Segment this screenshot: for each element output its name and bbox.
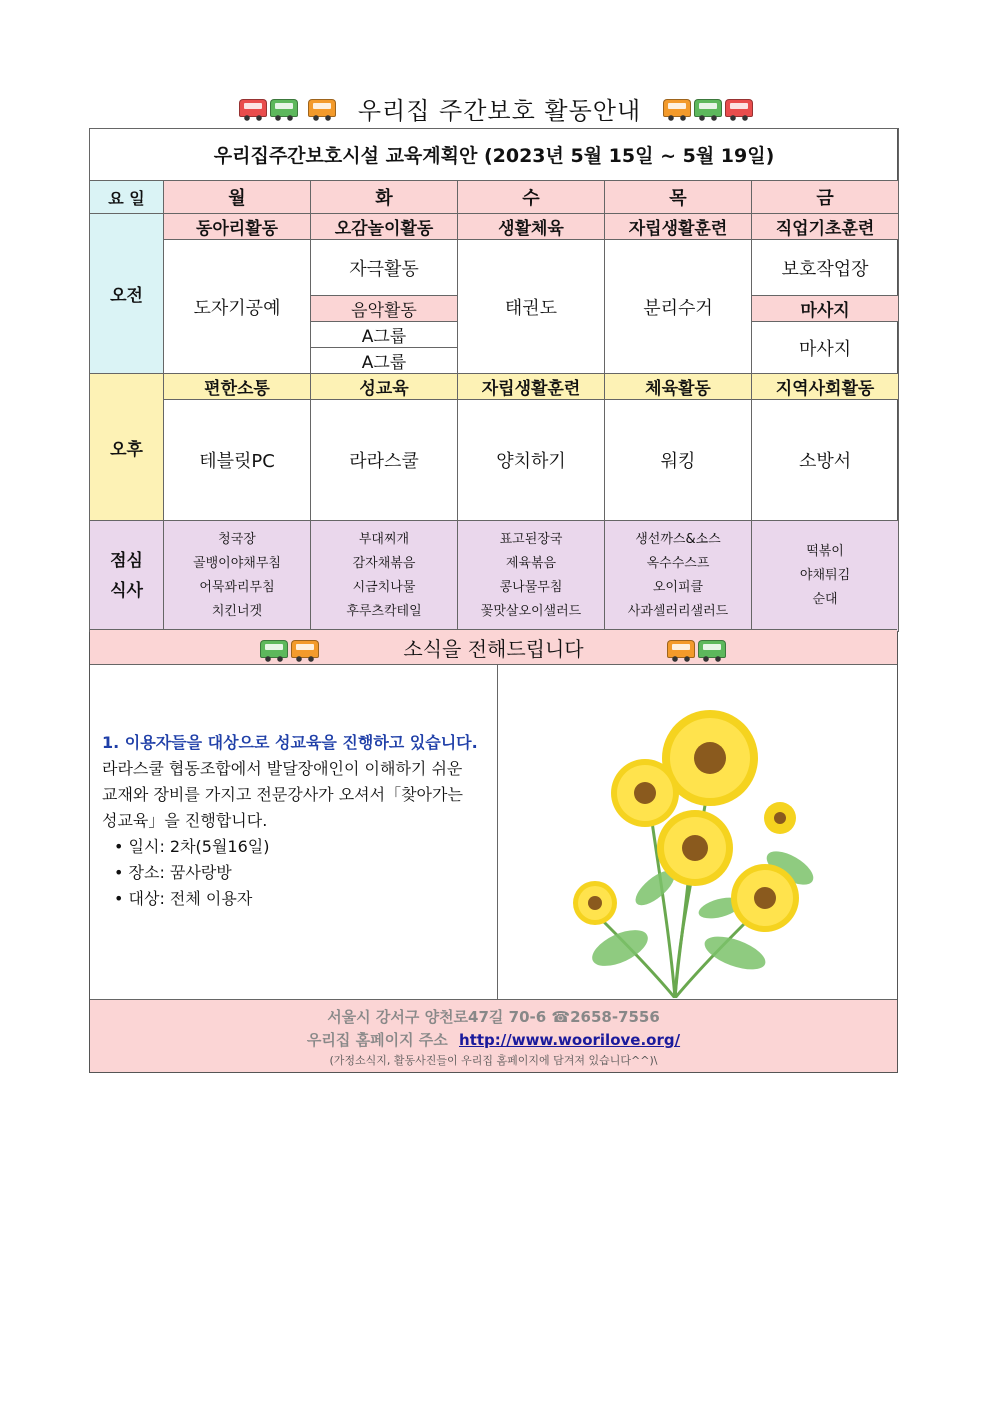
train-icon — [663, 99, 753, 117]
sunflower-3 — [657, 810, 733, 886]
lunch-menu-fri — [752, 521, 899, 632]
pm-activity-wed: 자립생활훈련 — [458, 374, 605, 400]
am-activity-wed: 생활체육 — [458, 214, 605, 240]
day-mon: 월 — [164, 181, 311, 214]
homepage-link[interactable]: http://www.woorilove.org/ — [459, 1031, 681, 1049]
notice-body: 라라스쿨 협동조합에서 발달장애인이 이해하기 쉬운 교재와 장비를 가지고 전문강사가 오셔서「찾아가는 성교육」을 진행합니다. — [102, 759, 463, 830]
news-divider — [497, 665, 498, 999]
menu-item: 생선까스&소스 — [635, 532, 721, 547]
plan-heading: 우리집주간보호시설 교육계획안 (2023년 5월 15일 ~ 5월 19일) — [90, 129, 899, 181]
homepage-label: 우리집 홈페이지 주소 — [306, 1031, 448, 1049]
am-content-fri-3: 마사지 — [752, 322, 899, 374]
menu-item: 사과셀러리샐러드 — [627, 604, 729, 619]
day-thu: 목 — [605, 181, 752, 214]
period-am: 오전 — [90, 214, 164, 374]
menu-item: 꽃맛살오이샐러드 — [480, 604, 582, 619]
news-title: 소식을 전해드립니다 — [403, 636, 584, 661]
sunflower-4 — [731, 864, 799, 932]
pm-content-tue: 라라스쿨 — [311, 400, 458, 521]
pm-content-fri: 소방서 — [752, 400, 899, 521]
am-content-tue-3: A그룹 — [311, 322, 458, 348]
am-content-fri-1: 보호작업장 — [752, 240, 899, 296]
am-content-thu: 분리수거 — [605, 240, 752, 374]
menu-item: 옥수수스프 — [646, 556, 710, 571]
am-content-tue-2: 음악활동 — [311, 296, 458, 322]
weekly-plan-table — [89, 128, 899, 632]
menu-item: 떡볶이 — [806, 544, 844, 559]
lunch-menu-tue — [311, 521, 458, 632]
notice-item-place: • 장소: 꿈사랑방 — [114, 860, 482, 886]
footer-homepage — [90, 1029, 897, 1050]
notice-item-date: • 일시: 2차(5월16일) — [114, 834, 482, 860]
train-icon — [667, 640, 726, 658]
day-tue: 화 — [311, 181, 458, 214]
menu-item: 순대 — [812, 592, 838, 607]
lunch-label-2: 식사 — [110, 581, 143, 601]
menu-item: 치킨너겟 — [211, 604, 263, 619]
menu-item: 어묵꽈리무침 — [199, 580, 275, 595]
pm-activity-tue: 성교육 — [311, 374, 458, 400]
pm-activity-thu: 체육활동 — [605, 374, 752, 400]
am-activity-mon: 동아리활동 — [164, 214, 311, 240]
menu-item: 콩나물무침 — [499, 580, 563, 595]
am-content-tue-4: A그룹 — [311, 348, 458, 374]
menu-item: 제육볶음 — [505, 556, 557, 571]
period-pm: 오후 — [90, 374, 164, 521]
am-content-fri-2: 마사지 — [752, 296, 899, 322]
footer-address: 서울시 강서구 양천로47길 70-6 ☎2658-7556 — [327, 1008, 660, 1026]
notice-item-target: • 대상: 전체 이용자 — [114, 886, 482, 912]
news-notice — [102, 730, 482, 912]
footer — [90, 999, 897, 1072]
menu-item: 부대찌개 — [358, 532, 410, 547]
news-bar — [90, 629, 897, 665]
sunflower-2 — [611, 759, 679, 827]
menu-item: 시금치나물 — [352, 580, 416, 595]
menu-item: 감자채볶음 — [352, 556, 416, 571]
period-lunch — [90, 521, 164, 632]
am-content-tue-1: 자극활동 — [311, 240, 458, 296]
day-label: 요 일 — [90, 181, 164, 214]
lunch-menu-thu — [605, 521, 752, 632]
am-activity-fri: 직업기초훈련 — [752, 214, 899, 240]
menu-item: 후루츠칵테일 — [346, 604, 422, 619]
am-activity-tue: 오감놀이활동 — [311, 214, 458, 240]
menu-item: 표고된장국 — [499, 532, 563, 547]
pm-content-wed: 양치하기 — [458, 400, 605, 521]
train-icon — [239, 99, 298, 117]
sunflower-5 — [573, 881, 617, 925]
am-activity-thu: 자립생활훈련 — [605, 214, 752, 240]
sunflower-illustration — [560, 698, 830, 998]
menu-item: 골뱅이야채무침 — [193, 556, 281, 571]
train-icon — [308, 99, 336, 117]
day-wed: 수 — [458, 181, 605, 214]
day-fri: 금 — [752, 181, 899, 214]
menu-item: 야채튀김 — [799, 568, 851, 583]
lunch-label-1: 점심 — [110, 551, 143, 571]
pm-content-thu: 워킹 — [605, 400, 752, 521]
menu-item: 청국장 — [218, 532, 256, 547]
sunflower-bud — [764, 802, 796, 834]
page-title-row — [0, 86, 992, 130]
lunch-menu-wed — [458, 521, 605, 632]
menu-item: 오이피클 — [652, 580, 704, 595]
page-title: 우리집 주간보호 활동안내 — [357, 96, 642, 125]
pm-activity-mon: 편한소통 — [164, 374, 311, 400]
pm-content-mon: 테블릿PC — [164, 400, 311, 521]
pm-activity-fri: 지역사회활동 — [752, 374, 899, 400]
lunch-menu-mon — [164, 521, 311, 632]
am-content-mon: 도자기공예 — [164, 240, 311, 374]
notice-heading: 1. 이용자들을 대상으로 성교육을 진행하고 있습니다. — [102, 733, 478, 752]
footer-note: (가정소식지, 활동사진들이 우리집 홈페이지에 담겨져 있습니다^^)\ — [329, 1054, 658, 1067]
notice-list — [102, 834, 482, 912]
am-content-wed: 태권도 — [458, 240, 605, 374]
